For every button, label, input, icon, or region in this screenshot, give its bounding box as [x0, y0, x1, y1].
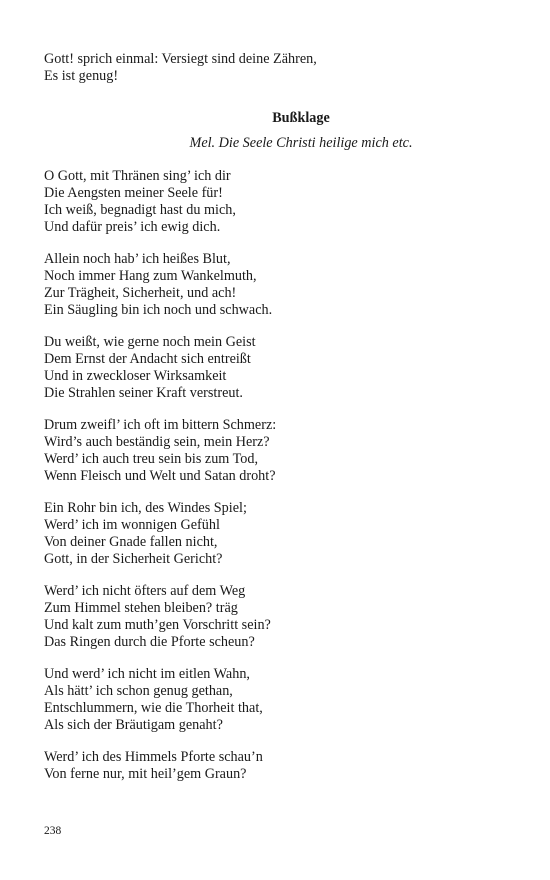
intro-lines	[44, 51, 484, 85]
verse-line: Werd’ ich nicht öfters auf dem Weg	[44, 583, 246, 599]
intro-line: Es ist genug!	[44, 68, 119, 84]
verse-line: Und kalt zum muth’gen Vorschritt sein?	[44, 617, 271, 633]
stanza-4	[44, 417, 484, 485]
stanza-6	[44, 583, 484, 651]
verse-line: Von deiner Gnade fallen nicht,	[44, 534, 218, 550]
verse-line: Werd’ ich auch treu sein bis zum Tod,	[44, 451, 259, 467]
verse-line: Entschlummern, wie die Thorheit that,	[44, 700, 263, 716]
page-number: 238	[44, 825, 62, 837]
stanza-2	[44, 251, 484, 319]
verse-line: Ein Säugling bin ich noch und schwach.	[44, 302, 273, 318]
verse-line: Das Ringen durch die Pforte scheun?	[44, 634, 255, 650]
verse-line: Drum zweifl’ ich oft im bittern Schmerz:	[44, 417, 277, 433]
melody-note: Mel. Die Seele Christi heilige mich etc.	[189, 135, 413, 151]
verse-line: Als sich der Bräutigam genaht?	[44, 717, 223, 733]
verse-line: Als hätt’ ich schon genug gethan,	[44, 683, 233, 699]
verse-line: Werd’ ich im wonnigen Gefühl	[44, 517, 220, 533]
poem-stanzas	[44, 168, 484, 798]
poem-title: Bußklage	[272, 110, 330, 126]
verse-line: Wird’s auch beständig sein, mein Herz?	[44, 434, 270, 450]
verse-line: Allein noch hab’ ich heißes Blut,	[44, 251, 231, 267]
verse-line: Und werd’ ich nicht im eitlen Wahn,	[44, 666, 250, 682]
stanza-5	[44, 500, 484, 568]
stanza-8	[44, 749, 484, 783]
stanza-1	[44, 168, 484, 236]
stanza-7	[44, 666, 484, 734]
verse-line: Von ferne nur, mit heil’gem Graun?	[44, 766, 247, 782]
verse-line: Du weißt, wie gerne noch mein Geist	[44, 334, 256, 350]
verse-line: Die Aengsten meiner Seele für!	[44, 185, 223, 201]
verse-line: Gott, in der Sicherheit Gericht?	[44, 551, 223, 567]
verse-line: Zur Trägheit, Sicherheit, und ach!	[44, 285, 237, 301]
verse-line: Zum Himmel stehen bleiben? träg	[44, 600, 238, 616]
verse-line: Dem Ernst der Andacht sich entreißt	[44, 351, 251, 367]
verse-line: Und dafür preis’ ich ewig dich.	[44, 219, 221, 235]
verse-line: Ein Rohr bin ich, des Windes Spiel;	[44, 500, 247, 516]
verse-line: Noch immer Hang zum Wankelmuth,	[44, 268, 257, 284]
verse-line: Und in zweckloser Wirksamkeit	[44, 368, 227, 384]
stanza-3	[44, 334, 484, 402]
verse-line: Wenn Fleisch und Welt und Satan droht?	[44, 468, 276, 484]
verse-line: O Gott, mit Thränen sing’ ich dir	[44, 168, 231, 184]
verse-line: Werd’ ich des Himmels Pforte schau’n	[44, 749, 263, 765]
verse-line: Ich weiß, begnadigt hast du mich,	[44, 202, 236, 218]
intro-line: Gott! sprich einmal: Versiegt sind deine Zähren,	[44, 51, 317, 67]
verse-line: Die Strahlen seiner Kraft verstreut.	[44, 385, 243, 401]
